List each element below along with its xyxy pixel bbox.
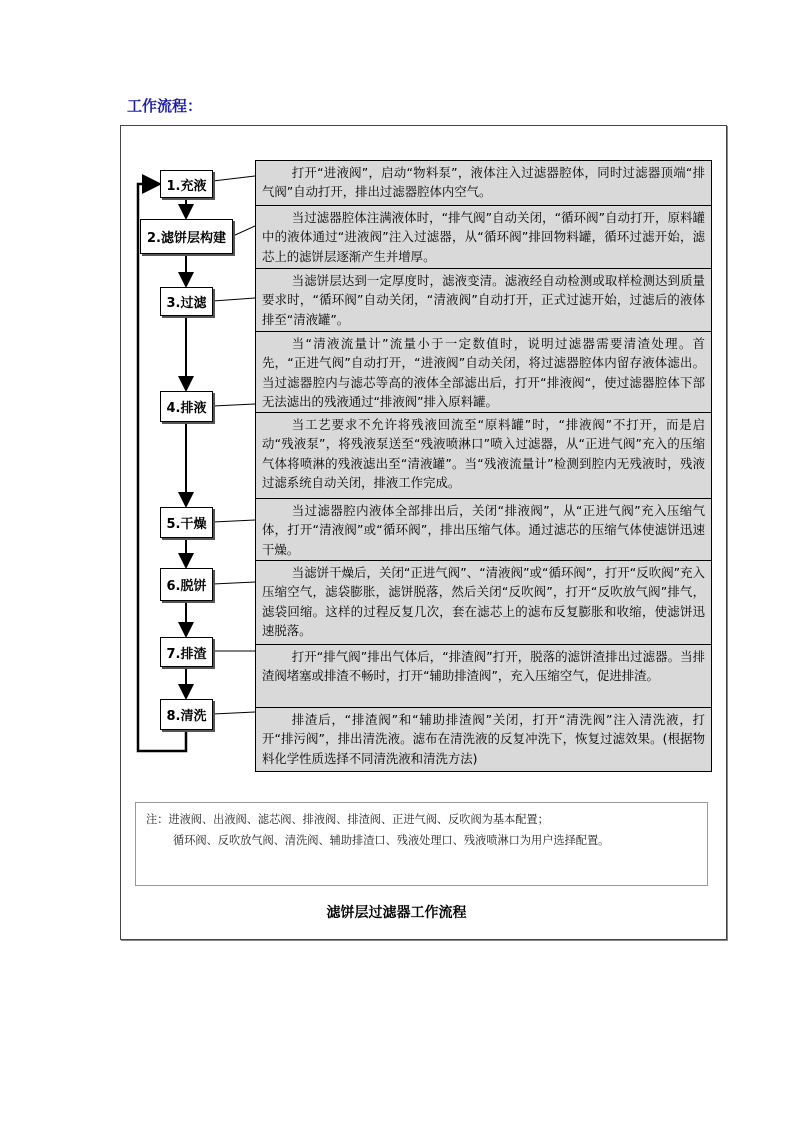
step-discharge: 7.排渣: [160, 637, 213, 667]
desc-cake-build: 当过滤器腔体注满液体时，“排气阀”自动关闭，“循环阀”自动打开，原料罐中的液体通过“进液阀”注入过滤器，从“循环阀”排回物料罐，循环过滤开始，滤芯上的滤饼层逐渐产生并增厚。: [255, 205, 712, 269]
note-line-basic: 注：进液阀、出液阀、滤芯阀、排液阀、排渣阀、正进气阀、反吹阀为基本配置；: [146, 813, 549, 826]
desc-wash: 排渣后，“排渣阀”和“辅助排渣阀”关闭，打开“清洗阀”注入清洗液，打开“排污阀”，排出清洗液。滤布在清洗液的反复冲洗下，恢复过滤效果。(根据物料化学性质选择不同清洗液和清洗方法): [255, 707, 712, 772]
section-heading: 工作流程：: [127, 97, 203, 115]
step-fill: 1.充液: [160, 170, 213, 198]
desc-dry: 当过滤器腔内液体全部排出后，关闭“排液阀”，从“正进气阀”充入压缩气体，打开“清液阀”或“循环阀”，排出压缩气体。通过滤芯的压缩气体使滤饼迅速干燥。: [255, 498, 712, 561]
diagram-caption: 滤饼层过滤器工作流程: [326, 905, 467, 921]
desc-drain-residual: 当工艺要求不允许将残液回流至“原料罐”时，“排液阀”不打开，而是启动“残液泵”，将残液泵送至“残液喷淋口”喷入过滤器，从“正进气阀”充入的压缩气体将喷淋的残液滤出至“清液罐”。当“残液流量计”检测到腔内无残液时，残液过滤系统自动关闭，排液工作完成。: [255, 412, 712, 499]
step-cake-build: 2.滤饼层构建: [140, 219, 233, 254]
link-6: [213, 582, 255, 584]
note-line-optional: 循环阀、反吹放气阀、清洗阀、辅助排渣口、残液处理口、残液喷淋口为用户选择配置。: [173, 834, 610, 847]
step-cake-release: 6.脱饼: [160, 568, 213, 601]
link-3: [213, 298, 255, 301]
link-4: [213, 404, 255, 406]
link-2: [233, 226, 255, 236]
desc-filtration: 当滤饼层达到一定厚度时，滤液变清。滤液经自动检测或取样检测达到质量要求时，“循环阀”自动关闭，“清液阀”自动打开，正式过滤开始，过滤后的液体排至“清液罐”。: [255, 268, 712, 332]
desc-discharge: 打开“排气阀”排出气体后，“排渣阀”打开，脱落的滤饼渣排出过滤器。当排渣阀堵塞或排渣不畅时，打开“辅助排渣阀”，充入压缩空气，促进排渣。: [255, 644, 712, 708]
step-dry: 5.干燥: [160, 507, 213, 538]
step-filtration: 3.过滤: [160, 287, 213, 316]
step-wash: 8.清洗: [160, 699, 213, 730]
link-8: [213, 712, 255, 714]
step-drain: 4.排液: [160, 391, 213, 422]
desc-cake-release: 当滤饼干燥后，关闭“正进气阀”、“清液阀”或“循环阀”，打开“反吹阀”充入压缩空气，滤袋膨胀，滤饼脱落，然后关闭“反吹阀”，打开“反吹放气阀”排气，滤袋回缩。这样的过程反复几次，套在滤芯上的滤布反复膨胀和收缩，使滤饼迅速脱落。: [255, 560, 712, 645]
desc-fill: 打开“进液阀”，启动“物料泵”，液体注入过滤器腔体，同时过滤器顶端“排气阀”自动打开，排出过滤器腔体内空气。: [255, 160, 712, 206]
link-5: [213, 520, 255, 522]
link-1: [213, 176, 255, 181]
desc-drain: 当“清液流量计”流量小于一定数值时，说明过滤器需要清渣处理。首先，“正进气阀”自动打开，“进液阀”自动关闭，将过滤器腔体内留存液体滤出。当过滤器腔内与滤芯等高的液体全部滤出后，打开“排液阀“，使过滤器腔体下部无法滤出的残液通过“排液阀”排入原料罐。: [255, 331, 712, 413]
config-note: [135, 802, 708, 886]
